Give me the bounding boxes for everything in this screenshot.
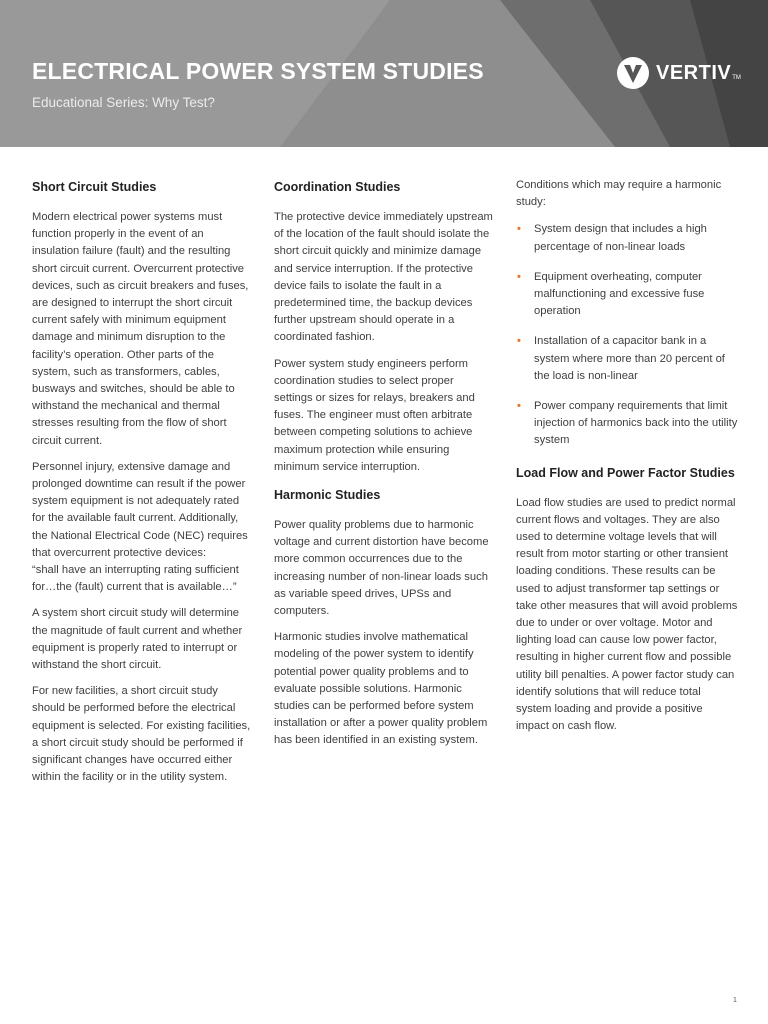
harmonic-conditions-intro: Conditions which may require a harmonic study: bbox=[516, 179, 722, 209]
list-item bbox=[516, 398, 738, 450]
column-load-flow bbox=[516, 177, 738, 744]
list-item bbox=[516, 269, 738, 321]
document-subtitle: Educational Series: Why Test? bbox=[32, 95, 215, 110]
paragraph: Power system study engineers perform coordination studies to select proper settings or sizes for relays, breakers and fuses. The engineer must often arbitrate between competing solutions to achieve maximum protection while ensuring minimum service interruption. bbox=[274, 357, 475, 473]
list-item-text: Power company requirements that limit injection of harmonics back into the utility system bbox=[534, 400, 738, 447]
paragraph: Load flow studies are used to predict normal current flows and voltages. They are also used to determine voltage levels that will result from motor starting or other transient loading conditions. These results can be used to adjust transformer tap settings or take other measures that will avoid problems due to under or over voltage. Motor and lighting load can cause low power factor, resulting in higher current flow and possible utility bill penalties. A power factor study can identify solutions that will reduce total system loading and provide a positive impact on cash flow. bbox=[516, 496, 738, 733]
paragraph: Power quality problems due to harmonic voltage and current distortion have become more common occurrences due to the increasing number of non-linear loads such as variable speed drives, UPSs and computers. bbox=[274, 519, 489, 618]
paragraph-text: Personnel injury, extensive damage and prolonged downtime can result if the power system equipment is not adequately rated for the available fault current. Additionally, the National Electrical Code (NEC) requires that overcurrent protective devices: bbox=[32, 460, 248, 559]
paragraph: The protective device immediately upstream of the location of the fault should isolate the short circuit quickly and minimize damage and service interruption. If the protective device fails to isolate the fault in a predetermined time, the backup devices further upstream should operate in a coordinated fashion. bbox=[274, 211, 493, 344]
heading-load-flow-power-factor-studies: Load Flow and Power Factor Studies bbox=[516, 465, 735, 480]
column-short-circuit bbox=[32, 177, 252, 796]
conditions-list bbox=[516, 221, 738, 449]
vertiv-logo bbox=[616, 56, 741, 90]
heading-harmonic-studies: Harmonic Studies bbox=[274, 488, 381, 503]
vertiv-logo-icon bbox=[616, 56, 650, 90]
header-band bbox=[0, 0, 768, 147]
list-item-text: System design that includes a high percentage of non-linear loads bbox=[534, 223, 707, 253]
list-item bbox=[516, 333, 738, 385]
bullet-icon: • bbox=[517, 270, 521, 283]
column-coordination-harmonic bbox=[274, 177, 494, 759]
list-item bbox=[516, 221, 738, 255]
logo-wordmark: VERTIV bbox=[656, 61, 732, 84]
bullet-icon: • bbox=[517, 223, 521, 236]
list-item-text: Equipment overheating, computer malfunctioning and excessive fuse operation bbox=[534, 270, 705, 318]
paragraph: Modern electrical power systems must function properly in the event of an insulation failure (fault) and the resulting short circuit current. Overcurrent protective devices, such as circuit breakers and fuses, are designed to interrupt the short circuit current safely with minimum equipment damage and minimum disruption to the facility’s operation. Other parts of the system, such as transformers, cables, busways and switches, should be able to withstand the mechanical and thermal stresses resulting from the flow of short circuit current. bbox=[32, 211, 249, 447]
nec-quote: “shall have an interrupting rating sufficient for…the (fault) current that is available…” bbox=[32, 564, 239, 594]
list-item-text: Installation of a capacitor bank in a system where more than 20 percent of the load is non-linear bbox=[534, 335, 725, 382]
logo-trademark: TM bbox=[732, 75, 741, 81]
page-number: 1 bbox=[733, 997, 737, 1004]
heading-coordination-studies: Coordination Studies bbox=[274, 180, 401, 194]
bullet-icon: • bbox=[517, 335, 521, 348]
document-title: ELECTRICAL POWER SYSTEM STUDIES bbox=[32, 58, 484, 84]
bullet-icon: • bbox=[517, 400, 521, 413]
heading-short-circuit-studies: Short Circuit Studies bbox=[32, 180, 157, 194]
paragraph: For new facilities, a short circuit study should be performed before the electrical equipment is selected. For existing facilities, a short circuit study should be performed if significant changes have occurred either within the facility or in the utility system. bbox=[32, 685, 251, 784]
paragraph: A system short circuit study will determine the magnitude of fault current and whether equipment is properly rated to interrupt or withstand the short circuit. bbox=[32, 607, 243, 672]
paragraph: Harmonic studies involve mathematical modeling of the power system to identify potential power quality problems and to evaluate possible solutions. Harmonic studies can be performed before system installation or after a power quality problem has been identified in an existing system. bbox=[274, 631, 488, 747]
paragraph bbox=[32, 459, 252, 597]
